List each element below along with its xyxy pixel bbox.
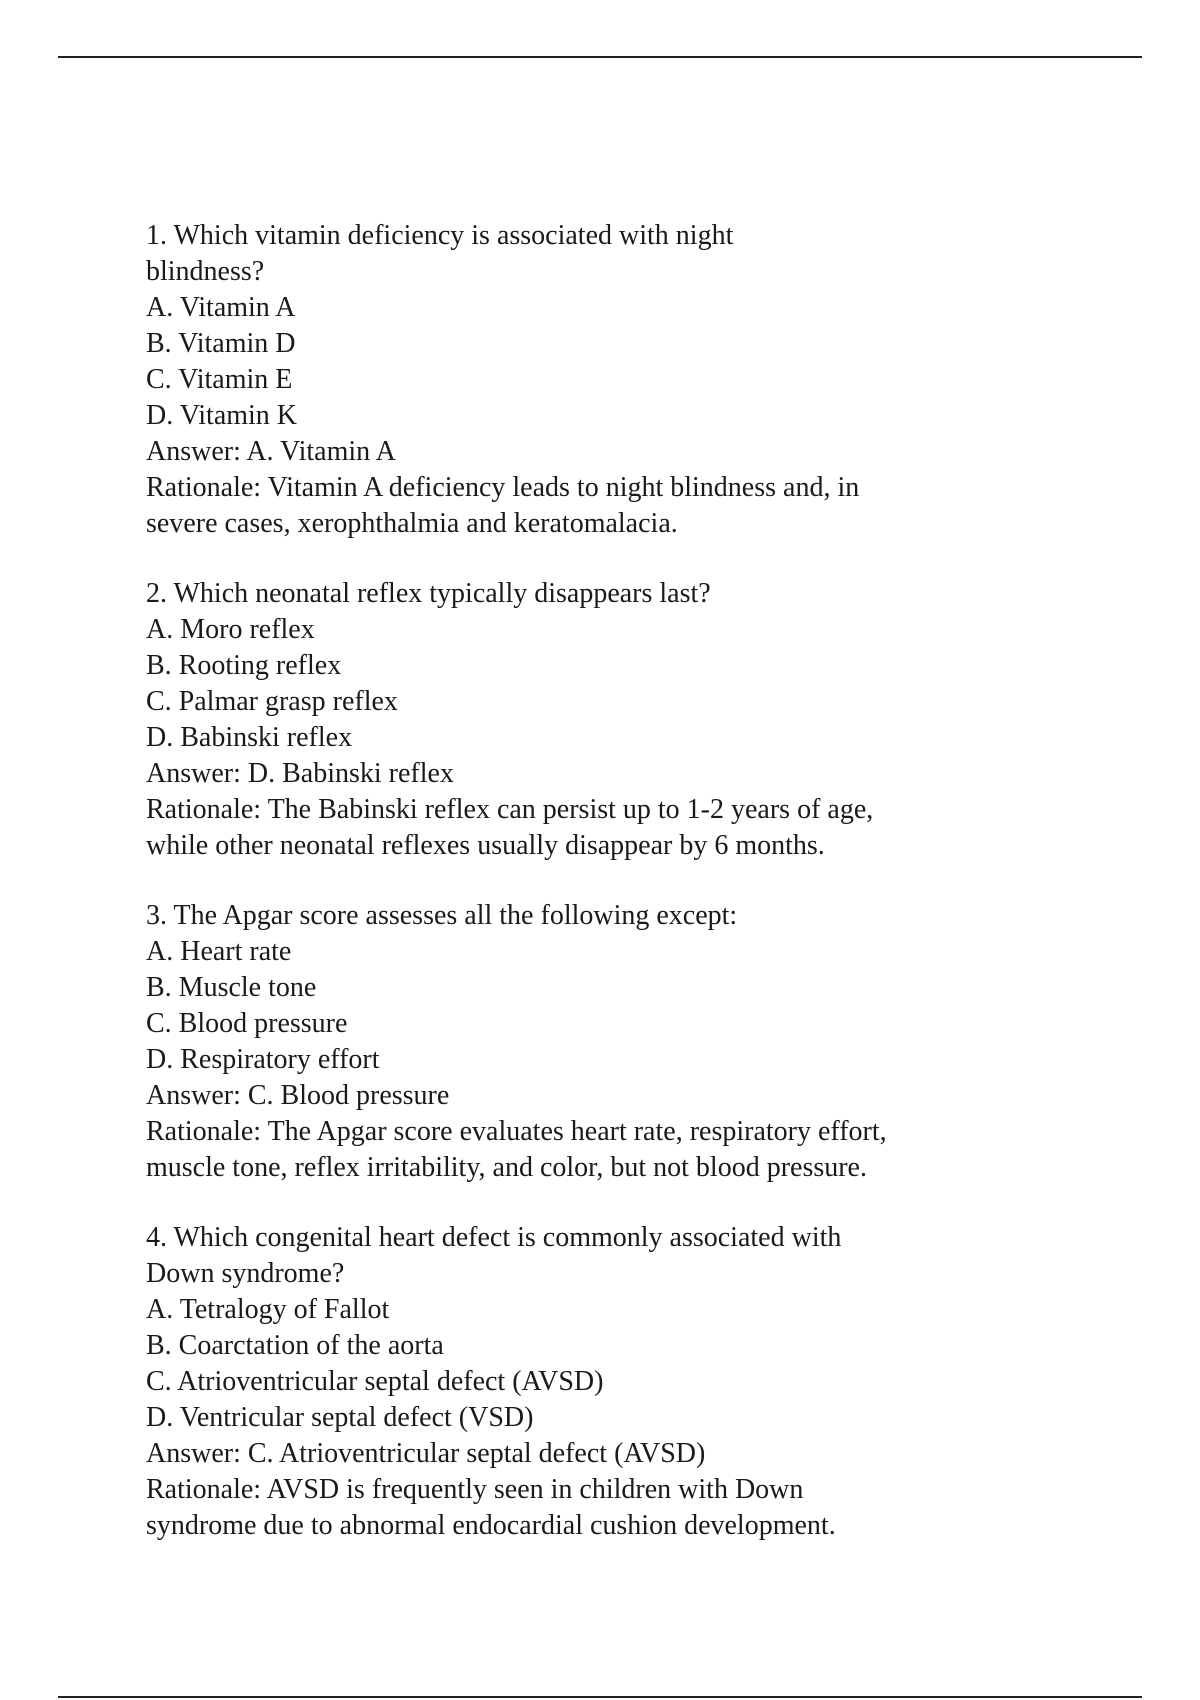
rationale: Rationale: Vitamin A deficiency leads to night blindness and, in severe cases, xerophthalmia and keratomalacia. bbox=[146, 472, 860, 539]
question-2 bbox=[146, 576, 1046, 864]
option-a: A. Vitamin A bbox=[146, 292, 296, 323]
top-rule bbox=[58, 56, 1142, 58]
option-c: C. Atrioventricular septal defect (AVSD) bbox=[146, 1366, 604, 1397]
option-d: D. Respiratory effort bbox=[146, 1044, 380, 1075]
rationale: Rationale: AVSD is frequently seen in children with Down syndrome due to abnormal endocardial cushion development. bbox=[146, 1474, 836, 1541]
question-prompt: 2. Which neonatal reflex typically disappears last? bbox=[146, 578, 711, 609]
option-d: D. Ventricular septal defect (VSD) bbox=[146, 1402, 534, 1433]
answer: Answer: A. Vitamin A bbox=[146, 436, 396, 467]
answer: Answer: D. Babinski reflex bbox=[146, 758, 454, 789]
option-d: D. Babinski reflex bbox=[146, 722, 353, 753]
option-a: A. Moro reflex bbox=[146, 614, 315, 645]
option-a: A. Heart rate bbox=[146, 936, 292, 967]
bottom-rule bbox=[58, 1696, 1142, 1698]
option-b: B. Muscle tone bbox=[146, 972, 317, 1003]
question-prompt: 1. Which vitamin deficiency is associated with night blindness? bbox=[146, 220, 734, 287]
option-c: C. Palmar grasp reflex bbox=[146, 686, 398, 717]
question-prompt: 3. The Apgar score assesses all the following except: bbox=[146, 900, 738, 931]
option-c: C. Vitamin E bbox=[146, 364, 293, 395]
answer: Answer: C. Blood pressure bbox=[146, 1080, 450, 1111]
question-3 bbox=[146, 898, 1046, 1186]
option-d: D. Vitamin K bbox=[146, 400, 298, 431]
answer: Answer: C. Atrioventricular septal defect (AVSD) bbox=[146, 1438, 706, 1469]
option-c: C. Blood pressure bbox=[146, 1008, 348, 1039]
option-b: B. Coarctation of the aorta bbox=[146, 1330, 444, 1361]
document-body bbox=[146, 218, 1046, 1578]
question-1 bbox=[146, 218, 1046, 542]
option-a: A. Tetralogy of Fallot bbox=[146, 1294, 390, 1325]
rationale: Rationale: The Apgar score evaluates heart rate, respiratory effort, muscle tone, reflex irritability, and color, but not blood pressure. bbox=[146, 1116, 887, 1183]
option-b: B. Rooting reflex bbox=[146, 650, 342, 681]
option-b: B. Vitamin D bbox=[146, 328, 296, 359]
question-prompt: 4. Which congenital heart defect is commonly associated with Down syndrome? bbox=[146, 1222, 842, 1289]
rationale: Rationale: The Babinski reflex can persist up to 1-2 years of age, while other neonatal reflexes usually disappear by 6 months. bbox=[146, 794, 874, 861]
question-4 bbox=[146, 1220, 1046, 1544]
